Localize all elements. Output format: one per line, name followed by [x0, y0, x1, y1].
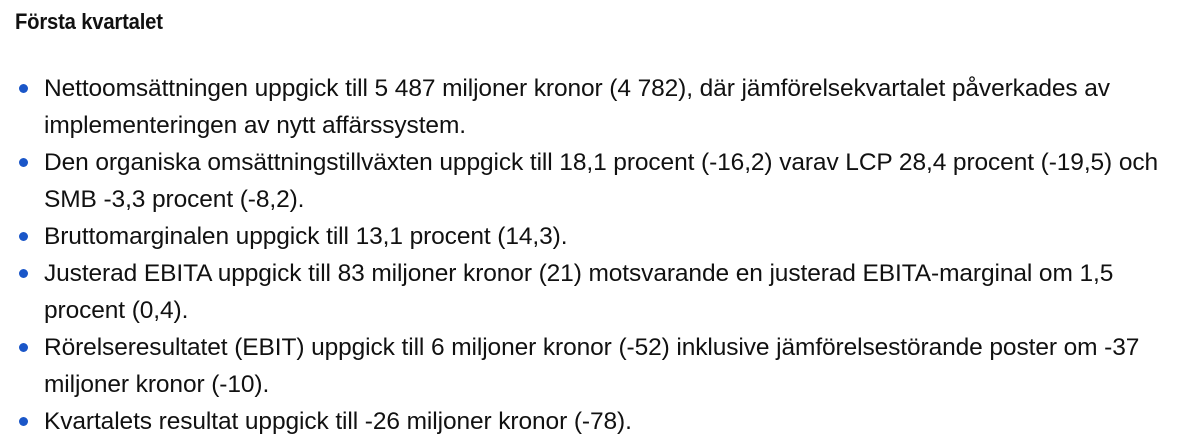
- list-item-text: Nettoomsättningen uppgick till 5 487 miljoner kronor (4 782), där jämförelsekvartalet påverkades av implementeringen av nytt affärssystem.: [44, 75, 1110, 139]
- list-item: [0, 329, 1200, 403]
- list-item-text: Den organiska omsättningstillväxten uppgick till 18,1 procent (-16,2) varav LCP 28,4 procent (-19,5) och SMB -3,3 procent (-8,2).: [44, 149, 1159, 213]
- list-item: [0, 218, 1200, 255]
- list-item-text: Rörelseresultatet (EBIT) uppgick till 6 miljoner kronor (-52) inklusive jämförelsestörande poster om -37 miljoner kronor (-10).: [44, 334, 1140, 398]
- bullet-icon: [19, 158, 28, 167]
- bullet-icon: [19, 269, 28, 278]
- bullet-icon: [19, 343, 28, 352]
- bullet-icon: [19, 417, 28, 426]
- highlights-list: [0, 70, 1200, 440]
- bullet-icon: [19, 232, 28, 241]
- list-item: [0, 255, 1200, 329]
- list-item: [0, 70, 1200, 144]
- list-item-text: Bruttomarginalen uppgick till 13,1 procent (14,3).: [44, 223, 568, 250]
- list-item-text: Kvartalets resultat uppgick till -26 miljoner kronor (-78).: [44, 408, 632, 435]
- list-item: [0, 403, 1200, 440]
- list-item: [0, 144, 1200, 218]
- bullet-icon: [19, 84, 28, 93]
- list-item-text: Justerad EBITA uppgick till 83 miljoner kronor (21) motsvarande en justerad EBITA-marginal om 1,5 procent (0,4).: [44, 260, 1114, 324]
- section-heading: Första kvartalet: [15, 9, 163, 34]
